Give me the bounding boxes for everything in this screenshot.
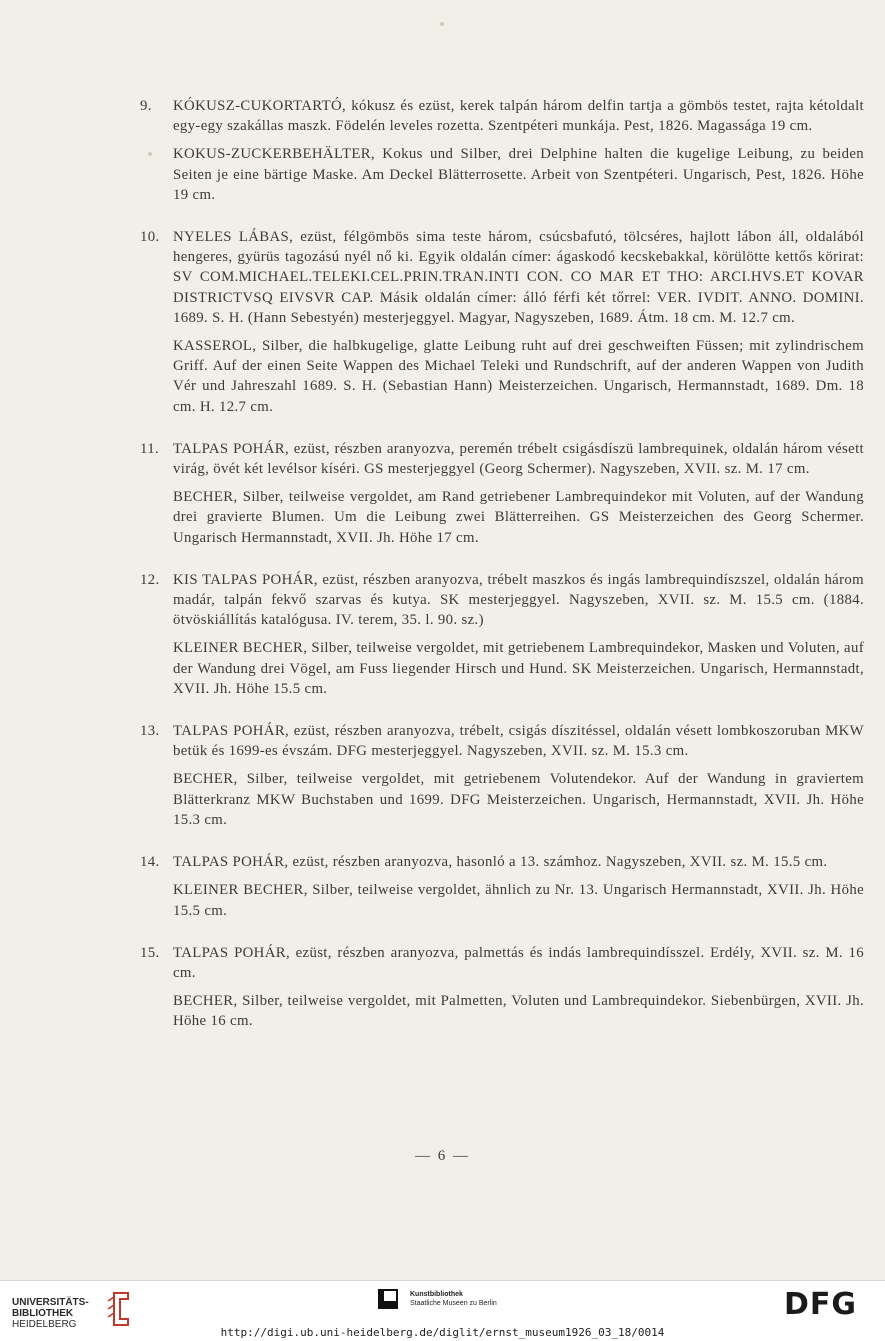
ub-logo-line: UNIVERSITÄTS-: [12, 1297, 89, 1308]
entry-number: 14.: [140, 854, 160, 871]
entry-number: 9.: [140, 98, 152, 114]
entry-number: 13.: [140, 723, 160, 740]
catalog-entry: [140, 721, 864, 830]
entry-hungarian-text: KIS TALPAS POHÁR, ezüst, részben aranyozva, trébelt maszkos és ingás lambrequindíszszel, oldalán három madár, talpán fekvő szarvas és kutya. SK mesterjeggyel. Nagyszeben, XVII. sz. M. 15.5 cm. (1884. ötvöskiállítás katalógusa. IV. terem, 35. l. 90. sz.): [173, 571, 864, 629]
entry-german-text: BECHER, Silber, teilweise vergoldet, mit getriebenem Volutendekor. Auf der Wandung in graviertem Blätterkranz MKW Buchstaben und 1699. DFG Meisterzeichen. Ungarisch, Hermannstadt, XVII. Jh. Höhe 15.3 cm.: [173, 771, 864, 828]
kunstbibliothek-name: Kunstbibliothek: [410, 1291, 463, 1298]
entry-german-text: KOKUS-ZUCKERBEHÄLTER, Kokus und Silber, drei Delphine halten die kugelige Leibung, zu beiden Seiten je eine bärtige Maske. Am Deckel Blätterrosette. Arbeit von Szentpéteri. Ungarisch, Pest, 1826. Höhe 19 cm.: [173, 146, 864, 203]
kunstbibliothek-subtitle: Staatliche Museen zu Berlin: [410, 1300, 497, 1307]
catalog-entries: [140, 96, 864, 1043]
entry-hungarian-text: TALPAS POHÁR, ezüst, részben aranyozva, peremén trébelt csigásdíszü lambrequinek, oldalán három vésett virág, övét két levélsor kíséri. GS mesterjeggyel (Georg Schermer). Nagyszeben, XVII. sz. M. 17 cm.: [173, 440, 864, 478]
entry-german-text: BECHER, Silber, teilweise vergoldet, am Rand getriebener Lambrequindekor mit Voluten, auf der Wandung drei gravierte Blumen. Um die Leibung zwei Blätterreihen. GS Meisterzeichen des Georg Schermer. Ungarisch Hermannstadt, XVII. Jh. Höhe 17 cm.: [173, 489, 864, 546]
entry-hungarian-text: TALPAS POHÁR, ezüst, részben aranyozva, hasonló a 13. számhoz. Nagyszeben, XVII. sz. M. 15.5 cm.: [173, 854, 828, 871]
entry-german-text: KLEINER BECHER, Silber, teilweise vergoldet, ähnlich zu Nr. 13. Ungarisch Hermannstadt, XVII. Jh. Höhe 15.5 cm.: [173, 882, 864, 919]
catalog-entry: [140, 439, 864, 548]
ub-logo-line: BIBLIOTHEK: [12, 1308, 74, 1319]
entry-hungarian-text: NYELES LÁBAS, ezüst, félgömbös sima teste három, csúcsbafutó, tölcséres, hajlott lábon áll, oldalából hengeres, gyürüs tagozású nyél nő ki. Egyik oldalán címer: ágaskodó kecskebakkal, körülötte kettős körirat: SV COM.MICHAEL.TELEKI.CEL.PRIN.TRAN.INTI CON. CO MAR ET THO: ARCI.HVS.ET KOVAR DISTRICTVSQ EIVSVR CAP. Másik oldalán címer: álló férfi két tőrrel: VER. IVDIT. ANNO. DOMINI. 1689. S. H. (Hann Sebestyén) mesterjeggyel. Magyar, Nagyszeben, 1689. Átm. 18 cm. M. 12.7 cm.: [173, 229, 864, 326]
entry-hungarian-text: KÓKUSZ-CUKORTARTÓ, kókusz és ezüst, kerek talpán három delfin tartja a gömbös testet, rajta kétoldalt egy-egy szakállas maszk. Födelén leveles rozetta. Szentpéteri munkája. Pest, 1826. Magassága 19 cm.: [173, 98, 864, 135]
entry-german-text: BECHER, Silber, teilweise vergoldet, mit Palmetten, Voluten und Lambrequindekor. Siebenbürgen, XVII. Jh. Höhe 16 cm.: [173, 993, 864, 1030]
entry-number: 12.: [140, 571, 160, 588]
page-number: — 6 —: [415, 1148, 470, 1164]
entry-number: 11.: [140, 440, 159, 457]
ub-bracket-icon: [104, 1289, 134, 1329]
entry-german-text: KLEINER BECHER, Silber, teilweise vergoldet, mit getriebenem Lambrequindekor, Masken und Voluten, auf der Wandung drei Vögel, am Fuss liegender Hirsch und Hund. SK Meisterzeichen. Ungarisch, Hermannstadt, XVII. Jh. Höhe 15.5 cm.: [173, 640, 864, 697]
catalog-entry: [140, 227, 864, 417]
ub-logo-line: HEIDELBERG: [12, 1319, 77, 1330]
kunstbibliothek-icon: [378, 1289, 398, 1309]
entry-hungarian-text: TALPAS POHÁR, ezüst, részben aranyozva, palmettás és indás lambrequindísszel. Erdély, XVII. sz. M. 16 cm.: [173, 944, 864, 981]
entry-german-text: KASSEROL, Silber, die halbkugelige, glatte Leibung ruht auf drei geschweiften Füssen; mit zylindrischem Griff. Auf der einen Seite Wappen des Michael Teleki und Rundschrift, auf der anderen Wappen von Judith Vér und Jahreszahl 1689. S. H. (Sebastian Hann) Meisterzeichen. Ungarisch, Hermannstadt, 1689. Dm. 18 cm. H. 12.7 cm.: [173, 338, 864, 415]
catalog-entry: [140, 943, 864, 1032]
paper-speck: [148, 152, 152, 156]
paper-speck: [440, 22, 444, 26]
entry-hungarian-text: TALPAS POHÁR, ezüst, részben aranyozva, trébelt, csigás díszitéssel, oldalán vésett lombkoszoruban MKW betük és 1699-es évszám. DFG mesterjeggyel. Nagyszeben, XVII. sz. M. 15.3 cm.: [173, 723, 864, 760]
entry-number: 15.: [140, 944, 160, 961]
catalog-entry: [140, 96, 864, 205]
source-url[interactable]: http://digi.ub.uni-heidelberg.de/diglit/ernst_museum1926_03_18/0014: [220, 1326, 665, 1339]
entry-number: 10.: [140, 229, 160, 246]
dfg-logo[interactable]: DFG: [784, 1287, 858, 1322]
catalog-entry: [140, 570, 864, 699]
catalog-entry: [140, 852, 864, 921]
